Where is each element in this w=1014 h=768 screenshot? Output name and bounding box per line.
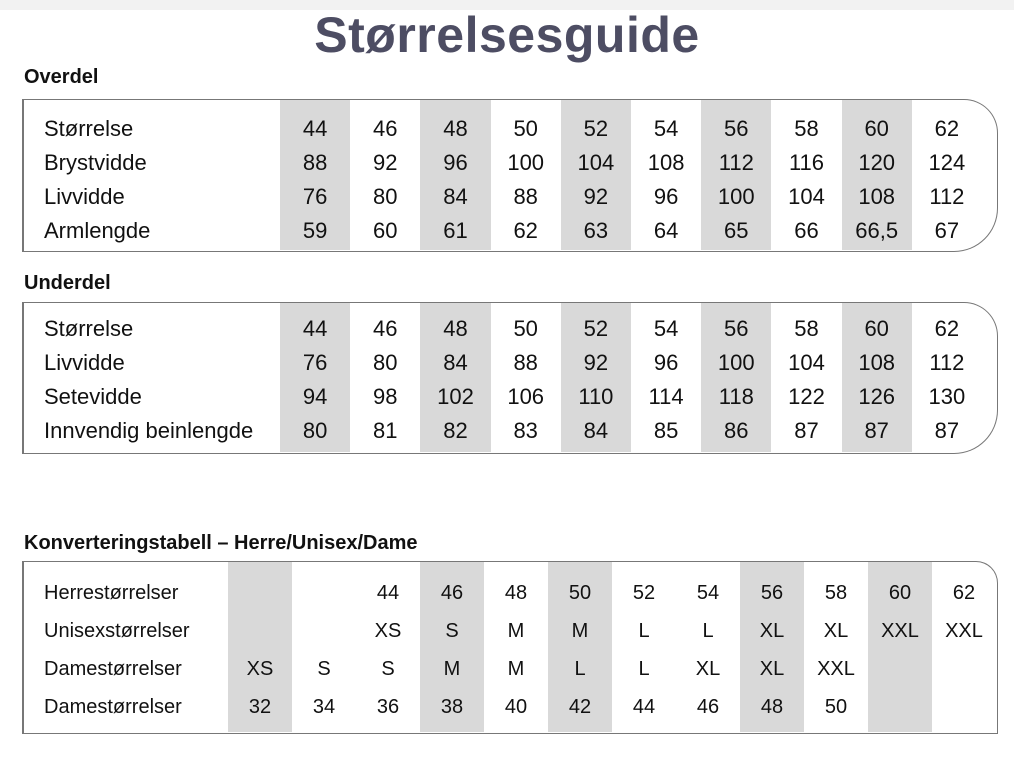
- table-cell: M: [571, 620, 589, 642]
- table-cell: 62: [513, 218, 538, 243]
- table-cell: XL: [695, 658, 721, 680]
- table-cell: 62: [934, 316, 960, 341]
- table-cell: 34: [312, 696, 336, 718]
- table-cell: S: [381, 658, 395, 680]
- table-cell: 96: [653, 350, 679, 375]
- table-cell: 50: [568, 582, 592, 604]
- overdel-heading: Overdel: [24, 66, 99, 88]
- table-cell: 36: [376, 696, 400, 718]
- table-cell: 63: [583, 218, 609, 243]
- table-cell: 92: [373, 150, 398, 175]
- table-cell: 76: [302, 184, 328, 209]
- table-cell: [868, 688, 932, 726]
- page-title: Størrelsesguide: [314, 7, 700, 63]
- table-row: [22, 414, 997, 448]
- table-cell: [228, 574, 292, 612]
- table-cell: 100: [717, 184, 755, 209]
- table-cell: 98: [373, 384, 398, 409]
- underdel-heading: Underdel: [24, 272, 111, 294]
- table-cell: 108: [858, 184, 896, 209]
- table-cell: 38: [440, 696, 464, 718]
- table-cell: XXL: [945, 620, 983, 642]
- table-cell: 106: [507, 384, 545, 409]
- table-cell: 44: [302, 116, 328, 141]
- table-cell: S: [317, 658, 331, 680]
- table-cell: 46: [696, 696, 720, 718]
- table-cell: 118: [718, 384, 754, 409]
- table-cell: [292, 612, 356, 650]
- table-row: [22, 312, 997, 346]
- table-cell: M: [507, 620, 525, 642]
- table-cell: 52: [583, 116, 609, 141]
- table-row: [22, 346, 997, 380]
- konvertering-table: [22, 561, 998, 734]
- row-label: Størrelse: [44, 316, 134, 341]
- table-row: [22, 380, 997, 414]
- table-cell: 102: [437, 384, 474, 409]
- table-cell: 40: [504, 696, 528, 718]
- table-cell: 48: [443, 316, 468, 341]
- table-cell: 94: [302, 384, 328, 409]
- table-row: [22, 612, 997, 650]
- table-cell: 48: [443, 116, 468, 141]
- row-label: Innvendig beinlengde: [44, 418, 254, 443]
- table-cell: 80: [373, 350, 398, 375]
- table-cell: 65: [724, 218, 749, 243]
- table-cell: 58: [824, 582, 848, 604]
- table-cell: 54: [653, 316, 679, 341]
- table-cell: 112: [929, 350, 965, 375]
- table-cell: 67: [934, 218, 960, 243]
- table-cell: 52: [632, 582, 656, 604]
- table-cell: 59: [302, 218, 328, 243]
- table-cell: XS: [246, 658, 274, 680]
- table-row: [22, 112, 997, 146]
- table-cell: 32: [248, 696, 272, 718]
- table-cell: L: [638, 620, 650, 642]
- table-cell: 44: [632, 696, 656, 718]
- table-cell: 62: [934, 116, 960, 141]
- table-cell: 86: [724, 418, 749, 443]
- table-cell: 122: [788, 384, 825, 409]
- table-cell: 126: [858, 384, 896, 409]
- table-cell: 60: [888, 582, 912, 604]
- table-row: [22, 688, 997, 726]
- table-cell: 87: [864, 418, 889, 443]
- table-cell: 54: [653, 116, 679, 141]
- row-label: Livvidde: [44, 350, 125, 375]
- table-cell: 88: [513, 184, 538, 209]
- table-cell: 114: [648, 384, 684, 409]
- table-cell: 48: [504, 582, 528, 604]
- table-cell: 80: [302, 418, 328, 443]
- row-label: Damestørrelser: [44, 658, 182, 680]
- table-cell: 60: [864, 116, 889, 141]
- table-cell: 62: [952, 582, 976, 604]
- row-label: Damestørrelser: [44, 696, 182, 718]
- table-cell: 96: [443, 150, 468, 175]
- table-cell: 46: [373, 316, 398, 341]
- table-cell: 64: [653, 218, 679, 243]
- row-label: Livvidde: [44, 184, 125, 209]
- table-cell: 42: [568, 696, 592, 718]
- table-cell: 110: [578, 384, 614, 409]
- table-cell: 76: [302, 350, 328, 375]
- table-cell: 120: [858, 150, 896, 175]
- table-cell: 80: [373, 184, 398, 209]
- row-label: Unisexstørrelser: [44, 620, 190, 642]
- table-cell: [292, 574, 356, 612]
- table-cell: 85: [653, 418, 679, 443]
- table-cell: 58: [794, 316, 819, 341]
- table-cell: 124: [928, 150, 966, 175]
- table-cell: 83: [513, 418, 538, 443]
- table-cell: 100: [717, 350, 755, 375]
- table-cell: [868, 650, 932, 688]
- table-cell: 96: [653, 184, 679, 209]
- table-cell: [228, 612, 292, 650]
- table-cell: 56: [724, 316, 749, 341]
- table-cell: 88: [513, 350, 538, 375]
- table-cell: S: [445, 620, 459, 642]
- table-cell: 44: [376, 582, 400, 604]
- table-cell: 82: [443, 418, 468, 443]
- table-cell: 108: [647, 150, 685, 175]
- table-cell: 87: [794, 418, 819, 443]
- table-cell: 50: [513, 116, 538, 141]
- table-cell: 61: [443, 218, 468, 243]
- table-cell: L: [574, 658, 586, 680]
- table-cell: XS: [374, 620, 402, 642]
- table-cell: 56: [760, 582, 784, 604]
- table-cell: 88: [302, 150, 328, 175]
- table-cell: 130: [928, 384, 966, 409]
- table-cell: 100: [507, 150, 545, 175]
- underdel-table: [22, 302, 998, 454]
- row-label: Herrestørrelser: [44, 582, 179, 604]
- row-label: Setevidde: [44, 384, 142, 409]
- table-cell: 60: [864, 316, 889, 341]
- table-cell: 58: [794, 116, 819, 141]
- table-cell: 81: [373, 418, 398, 443]
- table-cell: 84: [443, 350, 468, 375]
- table-cell: 92: [583, 350, 609, 375]
- row-label: Brystvidde: [44, 150, 147, 175]
- table-cell: 108: [858, 350, 896, 375]
- table-cell: 46: [440, 582, 464, 604]
- table-cell: L: [702, 620, 714, 642]
- table-cell: 56: [724, 116, 749, 141]
- table-row: [22, 146, 997, 180]
- table-cell: M: [507, 658, 525, 680]
- table-cell: XL: [823, 620, 849, 642]
- table-row: [22, 650, 997, 688]
- table-cell: 84: [443, 184, 468, 209]
- table-cell: M: [443, 658, 461, 680]
- table-cell: 116: [788, 150, 825, 175]
- table-cell: 66: [794, 218, 819, 243]
- table-cell: 50: [513, 316, 538, 341]
- table-cell: 60: [373, 218, 398, 243]
- table-cell: 46: [373, 116, 398, 141]
- row-label: Armlengde: [44, 218, 151, 243]
- table-row: [22, 574, 997, 612]
- table-cell: 66,5: [855, 218, 899, 243]
- table-cell: 84: [583, 418, 609, 443]
- table-cell: XL: [759, 658, 785, 680]
- table-cell: 104: [577, 150, 615, 175]
- table-cell: 52: [583, 316, 609, 341]
- table-cell: XXL: [817, 658, 855, 680]
- table-cell: 92: [583, 184, 609, 209]
- konvertering-heading: Konverteringstabell – Herre/Unisex/Dame: [24, 532, 418, 554]
- table-cell: 104: [788, 350, 825, 375]
- overdel-table: [22, 99, 998, 252]
- table-cell: 104: [788, 184, 825, 209]
- table-cell: 44: [302, 316, 328, 341]
- table-cell: L: [638, 658, 650, 680]
- table-cell: [932, 650, 996, 688]
- table-cell: XXL: [881, 620, 919, 642]
- table-row: [22, 180, 997, 214]
- table-cell: 112: [718, 150, 754, 175]
- table-cell: 54: [696, 582, 720, 604]
- table-cell: 87: [934, 418, 960, 443]
- row-label: Størrelse: [44, 116, 134, 141]
- table-cell: 48: [760, 696, 784, 718]
- table-cell: 112: [929, 184, 965, 209]
- table-cell: XL: [759, 620, 785, 642]
- table-cell: [932, 688, 996, 726]
- table-row: [22, 214, 997, 248]
- table-cell: 50: [824, 696, 848, 718]
